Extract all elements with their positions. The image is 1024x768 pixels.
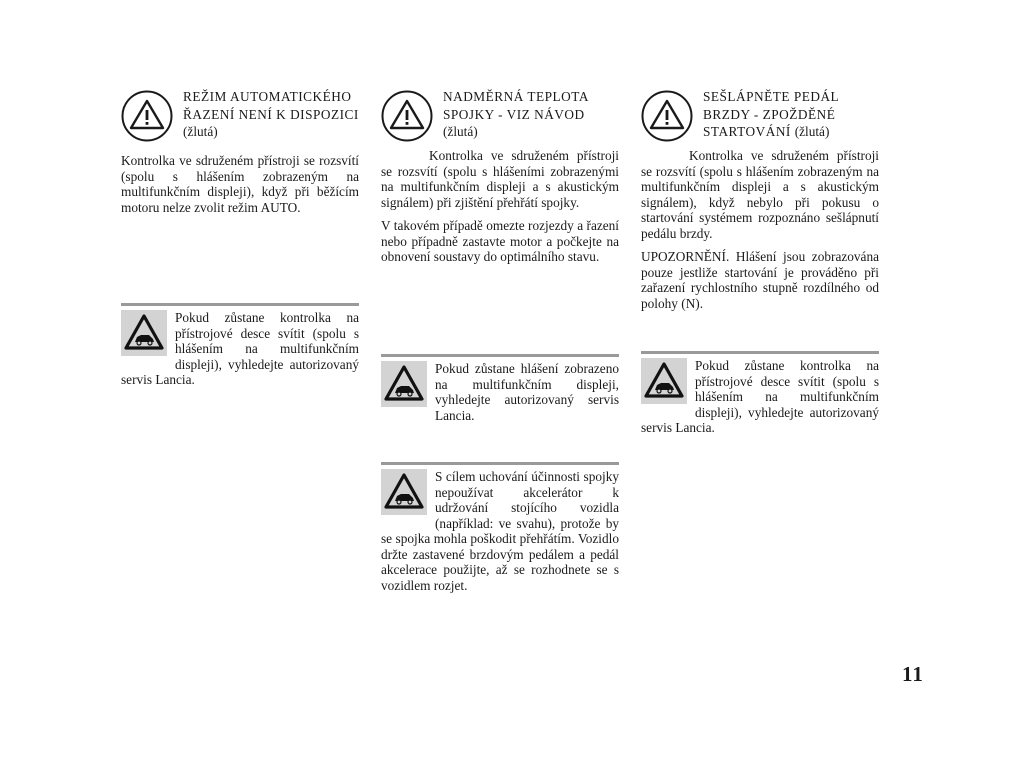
heading-text: REŽIM AUTOMATICKÉHO ŘAZENÍ NENÍ K DISPOZICI: [183, 89, 359, 122]
warning-heading-2: [381, 88, 619, 148]
heading-title-3: [703, 88, 879, 141]
car-warning-icon: [641, 358, 687, 404]
note-3-1: [641, 351, 879, 436]
car-warning-icon: [381, 361, 427, 407]
note-2-1: [381, 354, 619, 423]
heading-color-label: (žlutá): [183, 124, 218, 139]
warning-triangle-icon: [121, 90, 173, 142]
note-divider: [381, 462, 619, 465]
warning-triangle-icon: [641, 90, 693, 142]
paragraph-1-1: Kontrolka ve sdruženém přístroji se rozsvítí (spolu s hlášením zobrazeným na multifunkčním displeji), když při běžícím motoru nelze zvolit režim AUTO.: [121, 153, 359, 215]
heading-title-1: [183, 88, 359, 141]
paragraph-2-2: V takovém případě omezte rozjezdy a řazení nebo případně zastavte motor a počkejte na obnovení soustavy do optimálního stavu.: [381, 218, 619, 264]
heading-title-2: [443, 88, 619, 141]
warning-heading-1: [121, 88, 359, 148]
heading-text: SEŠLÁPNĚTE PEDÁL BRZDY - ZPOŽDĚNÉ STARTOVÁNÍ: [703, 89, 839, 139]
car-warning-icon: [381, 469, 427, 515]
note-2-2: [381, 462, 619, 593]
paragraph-2-1: Kontrolka ve sdruženém přístroji se rozsvítí (spolu s hlášeními zobrazenými na multifunkčním displeji a s akustickým signálem) při zjištění přehřátí spojky.: [381, 148, 619, 210]
column-3: [641, 88, 879, 311]
warning-triangle-icon: [381, 90, 433, 142]
note-text: S cílem uchování účinnosti spojky nepoužívat akcelerátor k udržování stojícího vozidla (například: ve svahu), protože by se spojka mohla poškodit přehřátím. Vozidlo držte zastavené brzdovým pedálem a pedál akcelerace použijte, až se rozhodnete se s vozidlem rozjet.: [381, 469, 619, 593]
paragraph-3-1: Kontrolka ve sdruženém přístroji se rozsvítí (spolu s hlášením zobrazeným na multifunkčním displeji a s akustickým signálem), když nebylo při pokusu o startování systémem rozpoznáno sešlápnutí pedálu brzdy.: [641, 148, 879, 241]
note-1-1: [121, 303, 359, 388]
note-divider: [641, 351, 879, 354]
column-2: [381, 88, 619, 265]
car-warning-icon: [121, 310, 167, 356]
note-divider: [121, 303, 359, 306]
heading-text: NADMĚRNÁ TEPLOTA SPOJKY - VIZ NÁVOD: [443, 89, 589, 122]
heading-color-label: (žlutá): [794, 124, 830, 139]
note-text: Pokud zůstane kontrolka na přístrojové desce svítit (spolu s hlášením na multifunkčním displeji), vyhledejte autorizovaný servis Lancia.: [641, 358, 879, 435]
note-text: Pokud zůstane hlášení zobrazeno na multifunkčním displeji, vyhledejte autorizovaný servis Lancia.: [435, 361, 619, 423]
note-text: Pokud zůstane kontrolka na přístrojové desce svítit (spolu s hlášením na multifunkčním displeji), vyhledejte autorizovaný servis Lancia.: [121, 310, 359, 387]
heading-color-label: (žlutá): [443, 124, 478, 139]
paragraph-3-2: UPOZORNĚNÍ. Hlášení jsou zobrazována pouze jestliže startování je prováděno při zařazení rychlostního stupně rozdílného od polohy (N).: [641, 249, 879, 311]
column-1: [121, 88, 359, 215]
warning-heading-3: [641, 88, 879, 148]
page-number: 11: [902, 662, 924, 686]
note-divider: [381, 354, 619, 357]
